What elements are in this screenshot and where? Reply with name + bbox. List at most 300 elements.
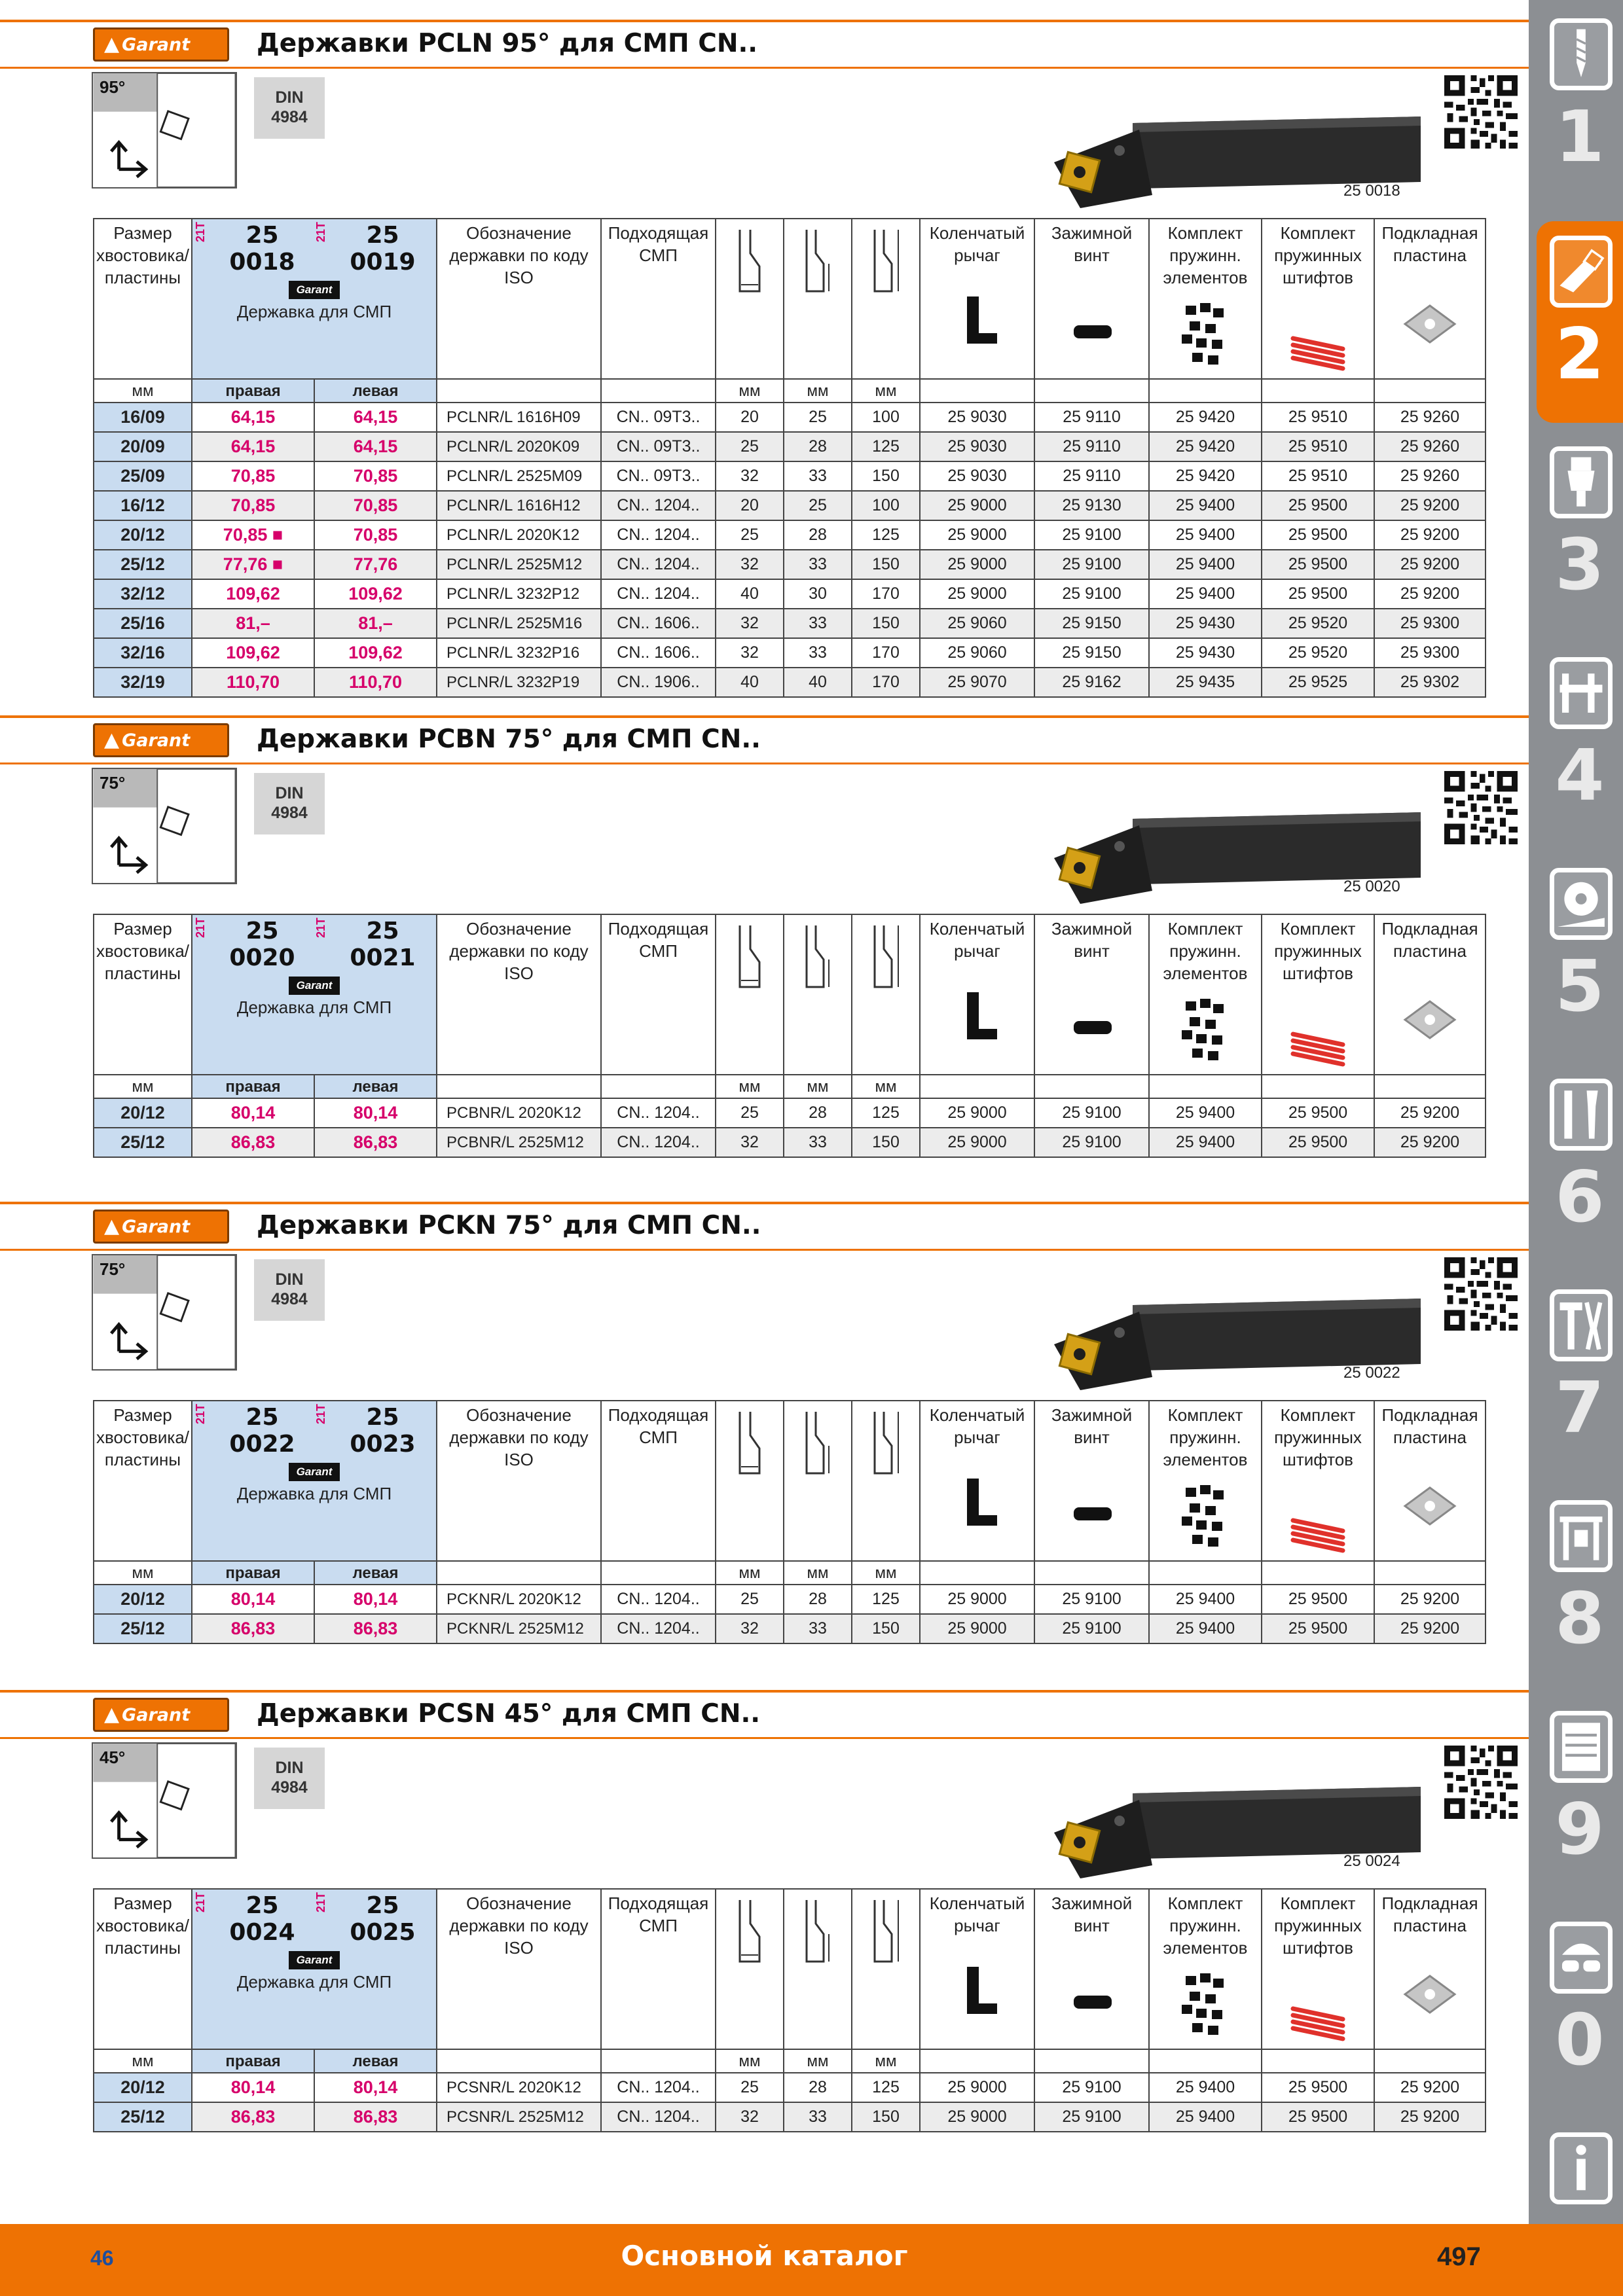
cell-price-right: 64,15: [192, 403, 314, 432]
col-head-dim-h: [784, 1889, 852, 2049]
cell-size: 16/09: [94, 403, 192, 432]
cell-dim-l: 170: [852, 638, 920, 668]
cell-screw: 25 9100: [1034, 1585, 1149, 1614]
footer-page-left: 46: [90, 2246, 114, 2270]
cell-designation: PCLNR/L 2020K09: [437, 432, 601, 461]
turning-insert-icon: [1550, 236, 1613, 308]
cell-springs: 25 9435: [1149, 668, 1262, 697]
article-number-right: 25 0024: [229, 1892, 295, 1946]
cell-price-left: 86,83: [314, 2102, 437, 2132]
unit-mm: мм: [716, 2049, 784, 2073]
cell-shim: 25 9200: [1374, 2073, 1486, 2102]
cell-size: 25/12: [94, 1128, 192, 1157]
col-head-shim: Подкладная пластина: [1374, 219, 1486, 379]
article-number-right: 25 0018: [229, 222, 295, 276]
cell-dim-l: 125: [852, 432, 920, 461]
chapter-number: 9: [1555, 1789, 1605, 1871]
clamping-screw-icon: [1059, 1941, 1125, 2019]
garant-logo: ▲ Garant: [93, 1210, 229, 1244]
article-number-left: 25 0023: [350, 1404, 416, 1458]
col-head-dim-f: [716, 1401, 784, 1561]
pliers-hammer-icon: [1550, 1289, 1613, 1361]
spring-pins-icon: [1285, 1963, 1351, 2041]
cell-insert: CN.. 1204..: [601, 2102, 716, 2132]
cell-size: 32/19: [94, 668, 192, 697]
cell-lever: 25 9000: [920, 1614, 1034, 1643]
cell-lever: 25 9000: [920, 1128, 1034, 1157]
cell-designation: PCLNR/L 2525M09: [437, 461, 601, 491]
cell-dim-f: 40: [716, 668, 784, 697]
cell-dim-f: 32: [716, 1128, 784, 1157]
col-head-lever: Коленчатый рычаг: [920, 1889, 1034, 2049]
section-title: Державки PCKN 75° для СМП CN..: [257, 1211, 761, 1240]
cell-dim-l: 150: [852, 1614, 920, 1643]
col-head-dim-l: [852, 219, 920, 379]
article-prefix: 21T: [314, 918, 327, 939]
cell-insert: CN.. 1204..: [601, 491, 716, 520]
unit-mm: мм: [784, 1561, 852, 1585]
cell-springs: 25 9430: [1149, 638, 1262, 668]
col-head-screw: Зажимной винт: [1034, 1889, 1149, 2049]
product-photo-code: 25 0018: [1343, 182, 1400, 200]
cell-springs: 25 9400: [1149, 520, 1262, 550]
chapter-tab-2[interactable]: [1537, 221, 1623, 423]
safety-gear-icon: [1550, 1922, 1613, 1994]
section-rule: [0, 67, 1529, 69]
qr-code[interactable]: [1444, 771, 1518, 844]
din-standard-badge: DIN 4984: [254, 1748, 325, 1809]
col-head-pins: Комплект пружинных штифтов: [1262, 1401, 1374, 1561]
product-photo: [1041, 1767, 1427, 1898]
unit-mm: мм: [784, 2049, 852, 2073]
col-head-size: Размер хвостовика/ пластины: [94, 914, 192, 1075]
holder-label: Державка для СМП: [236, 997, 392, 1017]
clamping-lever-icon: [945, 966, 1010, 1045]
cell-dim-h: 33: [784, 609, 852, 638]
cell-size: 16/12: [94, 491, 192, 520]
cell-shim: 25 9200: [1374, 2102, 1486, 2132]
dimension-f-icon: [733, 227, 766, 294]
cell-dim-l: 100: [852, 491, 920, 520]
tool-holder-icon: [1550, 446, 1613, 518]
clamping-lever-icon: [945, 1452, 1010, 1531]
cell-pins: 25 9500: [1262, 1098, 1374, 1128]
cell-shim: 25 9302: [1374, 668, 1486, 697]
cell-designation: PCKNR/L 2020K12: [437, 1585, 601, 1614]
cell-dim-l: 125: [852, 1098, 920, 1128]
cell-pins: 25 9520: [1262, 609, 1374, 638]
garant-mini-logo: Garant: [289, 1463, 340, 1481]
unit-mm: мм: [852, 1075, 920, 1098]
unit-mm: мм: [716, 1561, 784, 1585]
approach-angle-label: 45°: [100, 1748, 126, 1767]
holder-data-table: [93, 1400, 1486, 1644]
cell-dim-h: 33: [784, 1128, 852, 1157]
cell-dim-l: 170: [852, 579, 920, 609]
table-row: [94, 1614, 1486, 1643]
product-photo-code: 25 0022: [1343, 1364, 1400, 1382]
unit-left: левая: [314, 2049, 437, 2073]
col-head-shim: Подкладная пластина: [1374, 914, 1486, 1075]
product-photo-code: 25 0020: [1343, 878, 1400, 895]
cell-dim-h: 28: [784, 432, 852, 461]
section-rule: [0, 1202, 1529, 1204]
page-footer: [0, 2224, 1623, 2296]
cell-dim-h: 33: [784, 1614, 852, 1643]
col-head-insert: Подходящая СМП: [601, 914, 716, 1075]
cell-size: 25/09: [94, 461, 192, 491]
cell-insert: CN.. 09T3..: [601, 432, 716, 461]
cell-designation: PCKNR/L 2525M12: [437, 1614, 601, 1643]
article-number-left: 25 0025: [350, 1892, 416, 1946]
holder-label: Державка для СМП: [236, 1484, 392, 1503]
cell-dim-f: 32: [716, 550, 784, 579]
cell-size: 25/12: [94, 2102, 192, 2132]
spring-elements-icon: [1173, 293, 1238, 371]
cell-screw: 25 9150: [1034, 609, 1149, 638]
clamping-screw-icon: [1059, 270, 1125, 349]
cell-insert: CN.. 1606..: [601, 638, 716, 668]
cell-screw: 25 9110: [1034, 403, 1149, 432]
table-row: [94, 1128, 1486, 1157]
article-prefix: 21T: [314, 222, 327, 243]
cell-designation: PCLNR/L 2525M16: [437, 609, 601, 638]
qr-code[interactable]: [1444, 1746, 1518, 1819]
cell-dim-h: 33: [784, 638, 852, 668]
workshop-icon: [1550, 1500, 1613, 1572]
garant-mini-logo: Garant: [289, 977, 340, 995]
cell-pins: 25 9520: [1262, 638, 1374, 668]
section-title: Державки PCSN 45° для СМП CN..: [257, 1699, 761, 1729]
cell-price-right: 109,62: [192, 579, 314, 609]
article-number-left: 25 0019: [350, 222, 416, 276]
cell-dim-f: 20: [716, 491, 784, 520]
unit-mm: мм: [784, 379, 852, 403]
cell-dim-h: 33: [784, 461, 852, 491]
table-row: [94, 520, 1486, 550]
chapter-tab-strip: [1529, 0, 1623, 2224]
unit-mm: мм: [94, 1075, 192, 1098]
cell-dim-f: 32: [716, 461, 784, 491]
chapter-tab-5[interactable]: [1537, 853, 1623, 1055]
approach-angle-diagram: [92, 1254, 237, 1371]
section-rule: [0, 1690, 1529, 1693]
qr-code[interactable]: [1444, 75, 1518, 149]
unit-left: левая: [314, 1561, 437, 1585]
holder-section: [0, 1690, 1529, 2174]
col-head-pins: Комплект пружинных штифтов: [1262, 219, 1374, 379]
cell-price-left: 86,83: [314, 1128, 437, 1157]
cell-designation: PCBNR/L 2020K12: [437, 1098, 601, 1128]
col-head-springs: Комплект пружинн. элементов: [1149, 219, 1262, 379]
article-number-right: 25 0022: [229, 1404, 295, 1458]
garant-mini-logo: Garant: [289, 281, 340, 299]
cell-screw: 25 9100: [1034, 2102, 1149, 2132]
cell-designation: PCLNR/L 1616H12: [437, 491, 601, 520]
holder-section: [0, 20, 1529, 692]
cell-size: 20/12: [94, 1098, 192, 1128]
screwdriver-wrench-icon: [1550, 1079, 1613, 1151]
chapter-tab-7[interactable]: [1537, 1275, 1623, 1477]
cell-pins: 25 9510: [1262, 461, 1374, 491]
cell-lever: 25 9000: [920, 1098, 1034, 1128]
col-head-dim-l: [852, 914, 920, 1075]
col-head-dim-f: [716, 219, 784, 379]
holder-label: Державка для СМП: [236, 1972, 392, 1992]
cell-springs: 25 9400: [1149, 2073, 1262, 2102]
clamping-lever-icon: [945, 1941, 1010, 2019]
approach-angle-label: 95°: [100, 77, 126, 97]
table-row: [94, 668, 1486, 697]
chapter-tab-0[interactable]: [1537, 1907, 1623, 2109]
product-photo: [1041, 97, 1427, 228]
table-row: [94, 550, 1486, 579]
cell-shim: 25 9200: [1374, 1128, 1486, 1157]
chapter-number: 3: [1555, 524, 1605, 606]
cell-designation: PCLNR/L 2525M12: [437, 550, 601, 579]
cell-dim-f: 25: [716, 520, 784, 550]
cell-springs: 25 9400: [1149, 491, 1262, 520]
cell-shim: 25 9200: [1374, 1614, 1486, 1643]
cell-shim: 25 9200: [1374, 1098, 1486, 1128]
cell-designation: PCSNR/L 2525M12: [437, 2102, 601, 2132]
cell-size: 25/16: [94, 609, 192, 638]
cell-dim-l: 125: [852, 2073, 920, 2102]
cell-size: 20/09: [94, 432, 192, 461]
cell-designation: PCLNR/L 3232P19: [437, 668, 601, 697]
spring-elements-icon: [1173, 1475, 1238, 1553]
col-head-designation: Обозначение державки по коду ISO: [437, 1889, 601, 2049]
col-head-size: Размер хвостовика/ пластины: [94, 1889, 192, 2049]
col-head-lever: Коленчатый рычаг: [920, 914, 1034, 1075]
section-rule: [0, 1737, 1529, 1739]
holder-section: [0, 1202, 1529, 1686]
shim-plate-icon: [1397, 966, 1463, 1045]
cell-springs: 25 9420: [1149, 432, 1262, 461]
cell-price-right: 64,15: [192, 432, 314, 461]
spring-pins-icon: [1285, 1475, 1351, 1553]
dimension-f-icon: [733, 1409, 766, 1476]
chapter-tab-4[interactable]: [1537, 643, 1623, 844]
article-prefix: 21T: [194, 222, 207, 243]
cell-price-right: 77,76 ■: [192, 550, 314, 579]
col-head-size: Размер хвостовика/ пластины: [94, 219, 192, 379]
chapter-tab-6[interactable]: [1537, 1064, 1623, 1266]
cell-pins: 25 9500: [1262, 2073, 1374, 2102]
cell-designation: PCLNR/L 1616H09: [437, 403, 601, 432]
col-head-dim-l: [852, 1401, 920, 1561]
cell-dim-l: 150: [852, 550, 920, 579]
cell-dim-f: 32: [716, 609, 784, 638]
cell-price-left: 109,62: [314, 579, 437, 609]
cell-lever: 25 9000: [920, 579, 1034, 609]
clamping-screw-icon: [1059, 966, 1125, 1045]
col-head-holder: [192, 914, 437, 1075]
col-head-shim: Подкладная пластина: [1374, 1889, 1486, 2049]
cell-springs: 25 9400: [1149, 1614, 1262, 1643]
col-head-dim-f: [716, 914, 784, 1075]
cell-pins: 25 9500: [1262, 1585, 1374, 1614]
spring-elements-icon: [1173, 988, 1238, 1067]
cell-screw: 25 9110: [1034, 432, 1149, 461]
cell-insert: CN.. 1906..: [601, 668, 716, 697]
footer-page-number: 497: [1437, 2242, 1481, 2271]
col-head-insert: Подходящая СМП: [601, 1401, 716, 1561]
cell-insert: CN.. 1606..: [601, 609, 716, 638]
cell-lever: 25 9030: [920, 403, 1034, 432]
table-row: [94, 638, 1486, 668]
table-row: [94, 1585, 1486, 1614]
cell-shim: 25 9200: [1374, 1585, 1486, 1614]
chapter-tab-8[interactable]: [1537, 1486, 1623, 1687]
cell-price-right: 70,85: [192, 491, 314, 520]
cell-size: 20/12: [94, 2073, 192, 2102]
col-head-dim-h: [784, 914, 852, 1075]
section-title: Державки PCLN 95° для СМП CN..: [257, 29, 758, 58]
table-row: [94, 491, 1486, 520]
approach-angle-diagram: [92, 72, 237, 188]
cell-size: 20/12: [94, 520, 192, 550]
garant-logo: ▲ Garant: [93, 1698, 229, 1732]
cell-pins: 25 9500: [1262, 550, 1374, 579]
qr-code[interactable]: [1444, 1257, 1518, 1331]
cell-springs: 25 9420: [1149, 403, 1262, 432]
col-head-designation: Обозначение державки по коду ISO: [437, 1401, 601, 1561]
table-row: [94, 403, 1486, 432]
cell-dim-f: 25: [716, 1585, 784, 1614]
section-title: Державки PCBN 75° для СМП CN..: [257, 725, 761, 754]
chapter-tab-9[interactable]: [1537, 1696, 1623, 1898]
cell-springs: 25 9400: [1149, 579, 1262, 609]
spring-pins-icon: [1285, 988, 1351, 1067]
dimension-l-icon: [869, 923, 902, 990]
cell-springs: 25 9400: [1149, 2102, 1262, 2132]
chapter-tab-1[interactable]: [1537, 4, 1623, 206]
chapter-tab-info[interactable]: [1537, 2118, 1623, 2216]
cell-lever: 25 9070: [920, 668, 1034, 697]
col-head-dim-f: [716, 1889, 784, 2049]
cell-insert: CN.. 1204..: [601, 1098, 716, 1128]
cell-pins: 25 9525: [1262, 668, 1374, 697]
unit-mm: мм: [784, 1075, 852, 1098]
cell-screw: 25 9100: [1034, 1614, 1149, 1643]
cell-shim: 25 9260: [1374, 432, 1486, 461]
spring-pins-icon: [1285, 293, 1351, 371]
approach-angle-label: 75°: [100, 1259, 126, 1279]
cell-pins: 25 9500: [1262, 1614, 1374, 1643]
cell-dim-f: 32: [716, 2102, 784, 2132]
cell-dim-f: 20: [716, 403, 784, 432]
chapter-tab-3[interactable]: [1537, 432, 1623, 634]
cell-shim: 25 9200: [1374, 550, 1486, 579]
cell-dim-h: 28: [784, 520, 852, 550]
cell-dim-f: 32: [716, 638, 784, 668]
cell-insert: CN.. 09T3..: [601, 403, 716, 432]
holder-data-table: [93, 914, 1486, 1158]
col-head-holder: [192, 1889, 437, 2049]
cell-shim: 25 9260: [1374, 403, 1486, 432]
cell-dim-l: 125: [852, 520, 920, 550]
cell-lever: 25 9000: [920, 2102, 1034, 2132]
cell-price-right: 80,14: [192, 1098, 314, 1128]
unit-right: правая: [192, 2049, 314, 2073]
table-row: [94, 461, 1486, 491]
cell-shim: 25 9200: [1374, 491, 1486, 520]
cell-lever: 25 9000: [920, 550, 1034, 579]
cell-springs: 25 9400: [1149, 1585, 1262, 1614]
cell-price-left: 70,85: [314, 520, 437, 550]
chapter-number: 0: [1555, 2000, 1605, 2081]
product-photo-code: 25 0024: [1343, 1852, 1400, 1870]
cell-price-left: 70,85: [314, 491, 437, 520]
col-head-designation: Обозначение державки по коду ISO: [437, 914, 601, 1075]
col-head-springs: Комплект пружинн. элементов: [1149, 914, 1262, 1075]
table-row: [94, 1098, 1486, 1128]
cell-price-right: 86,83: [192, 2102, 314, 2132]
cell-shim: 25 9260: [1374, 461, 1486, 491]
garant-mini-logo: Garant: [289, 1951, 340, 1969]
cell-designation: PCLNR/L 3232P12: [437, 579, 601, 609]
col-head-holder: [192, 219, 437, 379]
cell-dim-h: 28: [784, 2073, 852, 2102]
dimension-l-icon: [869, 1897, 902, 1964]
cell-insert: CN.. 1204..: [601, 520, 716, 550]
cell-lever: 25 9000: [920, 491, 1034, 520]
cell-price-left: 80,14: [314, 1098, 437, 1128]
cell-price-right: 81,–: [192, 609, 314, 638]
cell-price-right: 70,85: [192, 461, 314, 491]
section-rule: [0, 20, 1529, 22]
cell-size: 32/16: [94, 638, 192, 668]
cell-screw: 25 9130: [1034, 491, 1149, 520]
cell-lever: 25 9000: [920, 1585, 1034, 1614]
cell-dim-h: 33: [784, 2102, 852, 2132]
cell-pins: 25 9500: [1262, 2102, 1374, 2132]
cell-screw: 25 9150: [1034, 638, 1149, 668]
cell-insert: CN.. 1204..: [601, 1585, 716, 1614]
cell-pins: 25 9510: [1262, 432, 1374, 461]
col-head-lever: Коленчатый рычаг: [920, 219, 1034, 379]
cell-price-right: 86,83: [192, 1614, 314, 1643]
cell-lever: 25 9030: [920, 432, 1034, 461]
unit-mm: мм: [94, 2049, 192, 2073]
col-head-screw: Зажимной винт: [1034, 1401, 1149, 1561]
col-head-dim-h: [784, 219, 852, 379]
col-head-insert: Подходящая СМП: [601, 219, 716, 379]
col-head-screw: Зажимной винт: [1034, 219, 1149, 379]
cell-springs: 25 9400: [1149, 550, 1262, 579]
din-standard-badge: DIN 4984: [254, 773, 325, 834]
unit-mm: мм: [852, 1561, 920, 1585]
cell-designation: PCLNR/L 2020K12: [437, 520, 601, 550]
cell-shim: 25 9200: [1374, 520, 1486, 550]
cell-lever: 25 9060: [920, 638, 1034, 668]
dimension-h-icon: [801, 923, 834, 990]
cell-insert: CN.. 09T3..: [601, 461, 716, 491]
cell-shim: 25 9300: [1374, 638, 1486, 668]
cell-dim-h: 25: [784, 403, 852, 432]
cell-dim-f: 25: [716, 432, 784, 461]
dimension-f-icon: [733, 923, 766, 990]
unit-left: левая: [314, 1075, 437, 1098]
article-prefix: 21T: [314, 1892, 327, 1913]
approach-angle-label: 75°: [100, 773, 126, 793]
cell-dim-h: 30: [784, 579, 852, 609]
table-row: [94, 2073, 1486, 2102]
cell-screw: 25 9100: [1034, 1098, 1149, 1128]
article-number-left: 25 0021: [350, 918, 416, 971]
table-row: [94, 579, 1486, 609]
